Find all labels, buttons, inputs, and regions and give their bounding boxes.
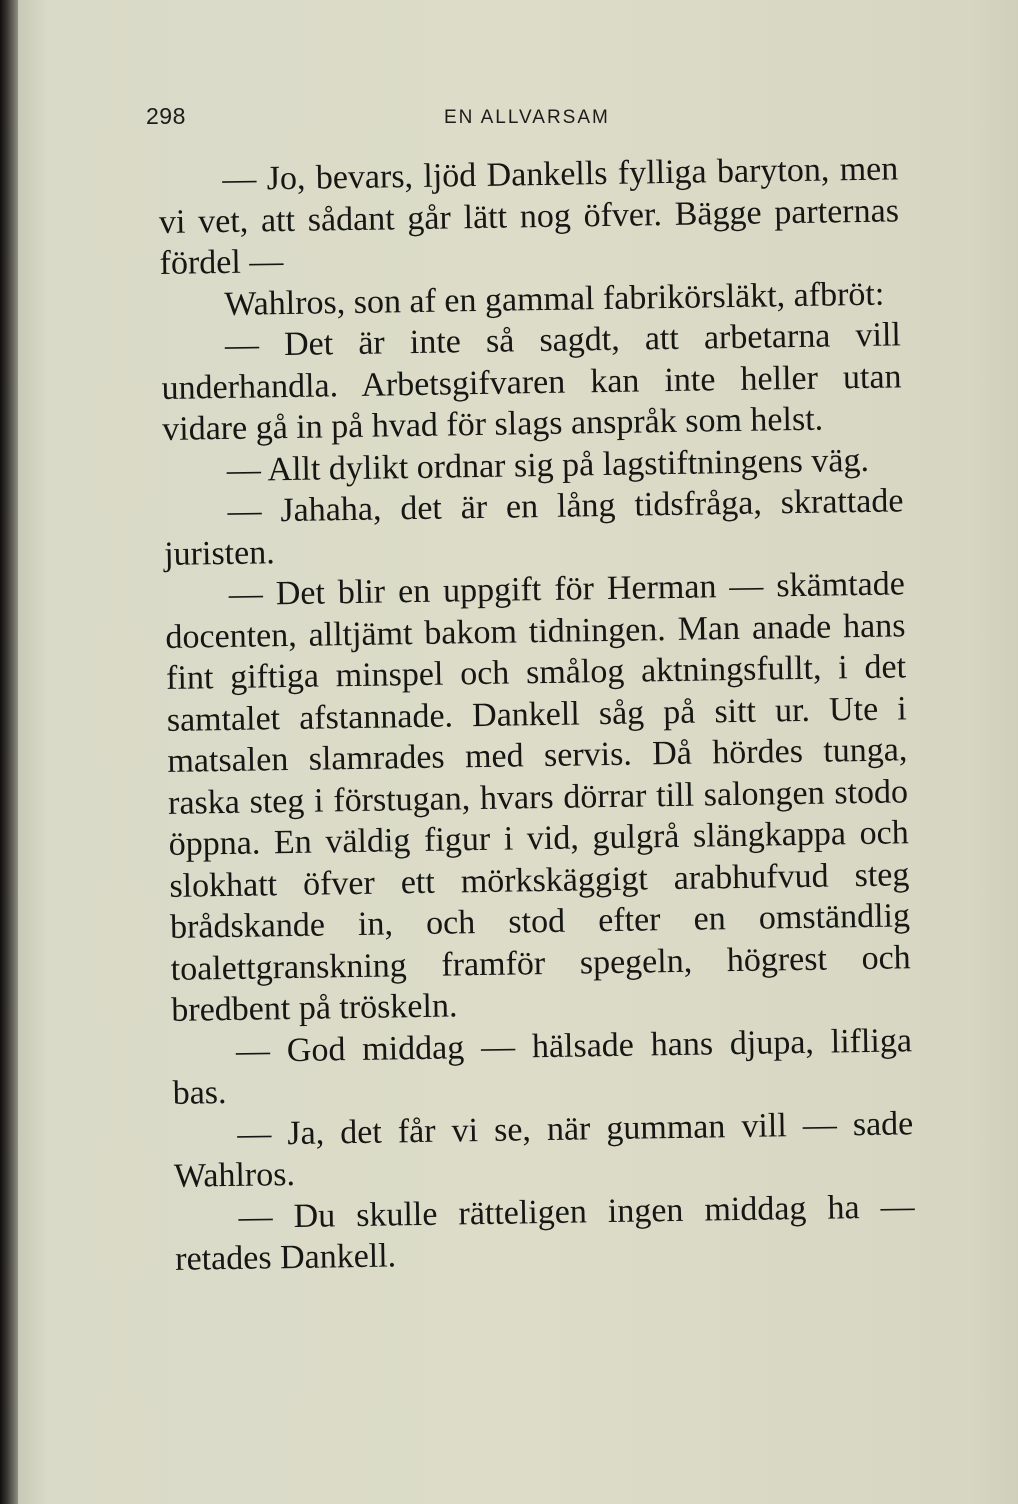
page-header bbox=[146, 103, 906, 139]
paragraph: — Jahaha, det är en lång tidsfråga, skrattade juristen. bbox=[163, 482, 904, 573]
paragraph: — Allt dylikt ordnar sig på lagstiftningens väg. bbox=[226, 441, 870, 489]
paragraph: — Jo, bevars, ljöd Dankells fylliga baryton, men vi vet, att sådant går lätt nog öfver. Bägge parternas fördel — bbox=[158, 150, 900, 282]
page-number: 298 bbox=[146, 103, 186, 129]
paragraph: — Det är inte så sagdt, att arbetarna vill underhandla. Arbetsgifvaren kan inte heller utan vidare gå in på hvad för slags anspråk som helst. bbox=[161, 316, 902, 448]
paragraph: — Det blir en uppgift för Herman — skämtade docenten, alltjämt bakom tidningen. Man anade hans fint giftiga minspel och smålog aktningsfullt, i det samtalet afstannade. Dankell såg på sitt ur. Ute i matsalen slamrades med servis. Då hördes tunga, raska steg i förstugan, hvars dörrar till salongen stodo öppna. En väldig figur i vid, gulgrå slängkappa och slokhatt öfver ett mörkskäggigt arabhufvud steg brådskande in, och stod efter en omständlig toalettgranskning framför spegeln, högrest och bredbent på tröskeln. bbox=[165, 565, 911, 1029]
body-text bbox=[158, 148, 916, 1280]
book-page bbox=[18, 0, 1018, 1504]
running-head: EN ALLVARSAM bbox=[444, 107, 610, 128]
paragraph: Wahlros, son af en gammal fabrikörsläkt, afbröt: bbox=[223, 275, 885, 323]
paragraph: — God middag — hälsade hans djupa, lifliga bas. bbox=[172, 1021, 913, 1112]
book-gutter bbox=[0, 0, 18, 1504]
paragraph: — Du skulle rätteligen ingen middag ha — retades Dankell. bbox=[174, 1187, 915, 1278]
paragraph: — Ja, det får vi se, när gumman vill — sade Wahlros. bbox=[173, 1104, 914, 1195]
